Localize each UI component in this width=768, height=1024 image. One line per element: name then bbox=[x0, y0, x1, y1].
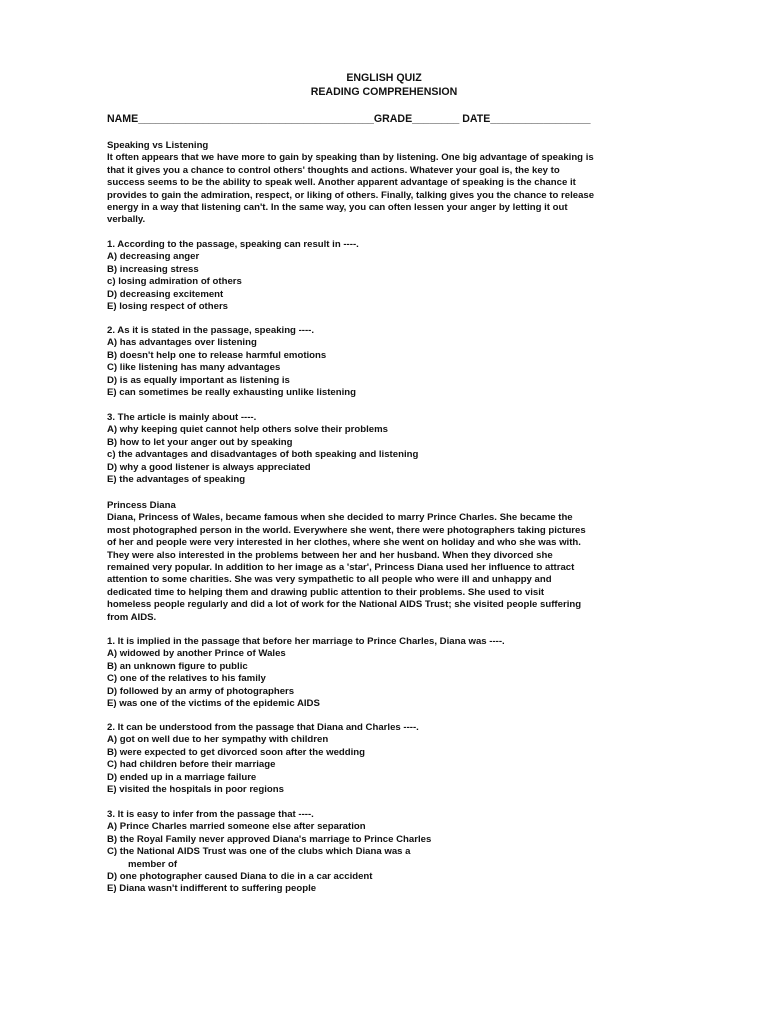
quiz-title: ENGLISH QUIZ bbox=[346, 72, 422, 84]
passage-line: most photographed person in the world. Everywhere she went, there were photographers taking pictures bbox=[107, 524, 586, 536]
name-field[interactable]: ________________________________________ bbox=[138, 113, 374, 125]
answer-option[interactable]: E) visited the hospitals in poor regions bbox=[107, 784, 284, 796]
question-text: 2. It can be understood from the passage that Diana and Charles ----. bbox=[107, 722, 419, 733]
date-field[interactable]: _________________ bbox=[490, 113, 591, 125]
question-text: 1. According to the passage, speaking can result in ----. bbox=[107, 239, 359, 250]
answer-option[interactable]: C) like listening has many advantages bbox=[107, 362, 281, 374]
answer-option[interactable]: E) Diana wasn't indifferent to suffering people bbox=[107, 883, 317, 895]
passage-line: dedicated time to helping them and drawing public attention to their problems. She used to visit bbox=[107, 586, 545, 598]
question-block bbox=[107, 636, 667, 710]
date-label: DATE bbox=[462, 113, 491, 125]
passage-line: of her and people were very interested in her clothes, where she went on holiday and who she was with. bbox=[107, 537, 581, 549]
passage-line: It often appears that we have more to gain by speaking than by listening. One big advantage of speaking is bbox=[107, 152, 594, 164]
answer-option[interactable]: C) had children before their marriage bbox=[107, 759, 276, 771]
answer-option[interactable]: A) widowed by another Prince of Wales bbox=[107, 648, 286, 660]
question-block bbox=[107, 239, 667, 313]
passage-princess-diana bbox=[107, 500, 667, 624]
passage-speaking-vs-listening bbox=[107, 140, 667, 227]
answer-option[interactable]: c) the advantages and disadvantages of both speaking and listening bbox=[107, 449, 419, 461]
answer-option[interactable]: C) one of the relatives to his family bbox=[107, 673, 266, 685]
passage-line: from AIDS. bbox=[107, 611, 157, 623]
answer-option[interactable]: B) were expected to get divorced soon after the wedding bbox=[107, 746, 366, 758]
passage-title: Speaking vs Listening bbox=[107, 140, 209, 151]
answer-option[interactable]: B) how to let your anger out by speaking bbox=[107, 436, 293, 448]
passage-line: verbally. bbox=[107, 214, 146, 226]
answer-option[interactable]: A) Prince Charles married someone else after separation bbox=[107, 821, 366, 833]
passage-line: success seems to be the ability to speak well. Another apparent advantage of speaking is the chance it bbox=[107, 177, 576, 189]
question-text: 1. It is implied in the passage that before her marriage to Prince Charles, Diana was ----. bbox=[107, 636, 505, 647]
answer-option[interactable]: D) one photographer caused Diana to die in a car accident bbox=[107, 871, 373, 883]
answer-option[interactable]: D) followed by an army of photographers bbox=[107, 685, 295, 697]
answer-option[interactable]: E) losing respect of others bbox=[107, 301, 229, 313]
answer-option[interactable]: B) increasing stress bbox=[107, 263, 199, 275]
quiz-subtitle: READING COMPREHENSION bbox=[310, 86, 458, 98]
passage-line: remained very popular. In addition to her image as a 'star', Princess Diana used her influence to attract bbox=[107, 562, 575, 574]
answer-option[interactable]: A) has advantages over listening bbox=[107, 337, 257, 349]
answer-option[interactable]: A) decreasing anger bbox=[107, 251, 200, 263]
question-block bbox=[107, 412, 667, 486]
answer-option[interactable]: A) got on well due to her sympathy with children bbox=[107, 734, 329, 746]
grade-label: GRADE bbox=[373, 113, 413, 125]
passage-line: that it gives you a chance to control others' thoughts and actions. Whatever your goal is, the key to bbox=[107, 164, 560, 176]
answer-option[interactable]: E) can sometimes be really exhausting unlike listening bbox=[107, 387, 356, 399]
answer-option[interactable]: B) an unknown figure to public bbox=[107, 660, 248, 672]
answer-option[interactable]: B) the Royal Family never approved Diana's marriage to Prince Charles bbox=[107, 833, 432, 845]
answer-option[interactable]: c) losing admiration of others bbox=[107, 276, 242, 288]
answer-option[interactable]: E) was one of the victims of the epidemic AIDS bbox=[107, 698, 320, 710]
question-text: 2. As it is stated in the passage, speaking ----. bbox=[107, 325, 315, 336]
name-label: NAME bbox=[107, 113, 139, 125]
answer-option[interactable]: C) the National AIDS Trust was one of the clubs which Diana was a bbox=[107, 846, 411, 858]
passage-line: They were also interested in the problems between her and her husband. When they divorced she bbox=[107, 549, 553, 561]
question-block bbox=[107, 325, 667, 399]
question-text: 3. The article is mainly about ----. bbox=[107, 412, 257, 423]
passage-line: attention to some charities. She was very sympathetic to all people who were ill and unhappy and bbox=[107, 574, 552, 586]
question-text: 3. It is easy to infer from the passage that ----. bbox=[107, 809, 314, 820]
answer-option[interactable]: D) decreasing excitement bbox=[107, 288, 224, 300]
answer-option[interactable]: D) ended up in a marriage failure bbox=[107, 771, 257, 783]
question-block bbox=[107, 809, 667, 896]
passage-title: Princess Diana bbox=[107, 500, 176, 511]
answer-option[interactable]: D) why a good listener is always appreciated bbox=[107, 461, 311, 473]
answer-option[interactable]: A) why keeping quiet cannot help others solve their problems bbox=[107, 424, 388, 436]
student-info-row bbox=[107, 113, 590, 125]
passage-line: homeless people regularly and did a lot of work for the National AIDS Trust; she visited people suffering bbox=[107, 599, 582, 611]
passage-line: energy in a way that listening can't. In the same way, you can often lessen your anger by letting it out bbox=[107, 202, 568, 214]
grade-field[interactable]: ________ bbox=[412, 113, 460, 125]
passage-line: provides to gain the admiration, respect, or liking of others. Finally, talking gives you the chance to release bbox=[107, 189, 595, 201]
answer-option-continuation: member of bbox=[128, 858, 178, 870]
answer-option[interactable]: E) the advantages of speaking bbox=[107, 474, 246, 486]
answer-option[interactable]: B) doesn't help one to release harmful emotions bbox=[107, 349, 327, 361]
passage-line: Diana, Princess of Wales, became famous when she decided to marry Prince Charles. She became the bbox=[107, 512, 573, 524]
answer-option[interactable]: D) is as equally important as listening is bbox=[107, 374, 290, 386]
question-block bbox=[107, 722, 667, 796]
